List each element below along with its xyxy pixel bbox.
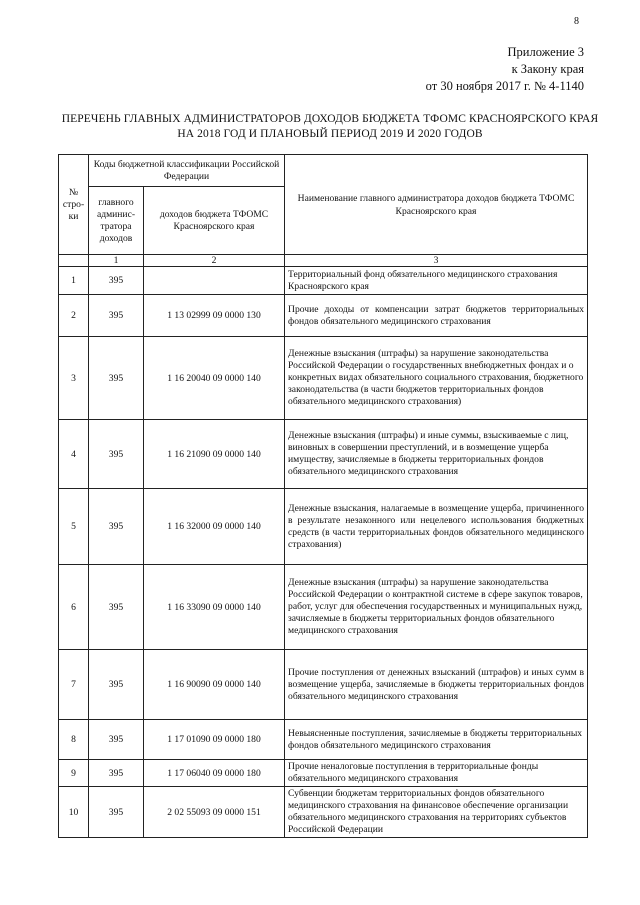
admin-code-cell: 395 [89,420,144,489]
table-row [59,337,588,420]
page-number: 8 [574,16,579,27]
name-cell: Денежные взыскания (штрафы) за нарушение законодательства Российской Федерации о контрактной системе в сфере закупок товаров, работ, услуг для обеспечения государственных и муниципальных нужд, зачисляемые в бюджеты территориальных фондов обязательного медицинского страхования [285,565,588,650]
name-cell: Прочие поступления от денежных взысканий (штрафов) и иных сумм в возмещение ущерба, зачисляемые в бюджеты территориальных фондов обязательного медицинского страхования [285,650,588,720]
admin-code-cell: 395 [89,787,144,838]
income-code-cell: 1 16 32000 09 0000 140 [144,489,285,565]
name-cell: Денежные взыскания, налагаемые в возмещение ущерба, причиненного в результате незаконного или нецелевого использования бюджетных средств (в части территориальных фондов обязательного медицинского страхования) [285,489,588,565]
income-code-cell [144,267,285,295]
table-row [59,267,588,295]
income-code-cell: 1 17 06040 09 0000 180 [144,760,285,787]
income-code-cell: 1 16 21090 09 0000 140 [144,420,285,489]
name-cell: Прочие доходы от компенсации затрат бюджетов территориальных фондов обязательного медицинского страхования [285,295,588,337]
header-codes-group: Коды бюджетной классификации Российской Федерации [89,155,285,187]
row-number-cell: 9 [59,760,89,787]
appendix-line-2: к Закону края [511,62,584,76]
title-line-1: ПЕРЕЧЕНЬ ГЛАВНЫХ АДМИНИСТРАТОРОВ ДОХОДОВ БЮДЖЕТА ТФОМС КРАСНОЯРСКОГО КРАЯ [61,113,599,125]
admin-code-cell: 395 [89,650,144,720]
table-row [59,650,588,720]
name-cell: Прочие неналоговые поступления в территориальные фонды обязательного медицинского страхования [285,760,588,787]
admin-code-cell: 395 [89,565,144,650]
table-row [59,787,588,838]
header-income-code: доходов бюджета ТФОМС Красноярского края [144,187,285,255]
name-cell: Субвенции бюджетам территориальных фондов обязательного медицинского страхования на финансовое обеспечение организации обязательного медицинского страхования на территориях субъектов Российской Федерации [285,787,588,838]
name-cell: Денежные взыскания (штрафы) и иные суммы, взыскиваемые с лиц, виновных в совершении преступлений, и в возмещение ущерба имуществу, зачисляемые в бюджеты территориальных фондов обязательного медицинского страхования [285,420,588,489]
row-number-cell: 7 [59,650,89,720]
table-row [59,720,588,760]
document-title [40,112,620,142]
row-number-cell: 2 [59,295,89,337]
row-number-cell: 3 [59,337,89,420]
row-number-cell: 5 [59,489,89,565]
income-code-cell: 1 16 33090 09 0000 140 [144,565,285,650]
table-row [59,420,588,489]
header-admin-code: главного админис-тратора доходов [89,187,144,255]
admin-code-cell: 395 [89,720,144,760]
column-number-2: 2 [144,255,285,267]
appendix-header [426,44,584,95]
header-row-number: № стро-ки [59,155,89,255]
row-number-cell: 10 [59,787,89,838]
table-row [59,565,588,650]
row-number-cell: 8 [59,720,89,760]
income-code-cell: 1 16 90090 09 0000 140 [144,650,285,720]
column-number-blank [59,255,89,267]
row-number-cell: 1 [59,267,89,295]
table-row [59,295,588,337]
name-cell: Невыясненные поступления, зачисляемые в бюджеты территориальных фондов обязательного медицинского страхования [285,720,588,760]
title-line-2: НА 2018 ГОД И ПЛАНОВЫЙ ПЕРИОД 2019 И 2020 ГОДОВ [177,128,483,140]
appendix-line-1: Приложение 3 [507,45,584,59]
admin-code-cell: 395 [89,337,144,420]
header-name: Наименование главного администратора доходов бюджета ТФОМС Красноярского края [285,155,588,255]
appendix-line-3: от 30 ноября 2017 г. № 4-1140 [425,79,584,93]
admin-code-cell: 395 [89,489,144,565]
name-cell: Денежные взыскания (штрафы) за нарушение законодательства Российской Федерации о государственных внебюджетных фондах и о конкретных видах обязательного социального страхования, бюджетного законодательства (в части бюджетов территориальных фондов обязательного медицинского страхования) [285,337,588,420]
column-number-1: 1 [89,255,144,267]
income-code-cell: 1 13 02999 09 0000 130 [144,295,285,337]
table-row [59,489,588,565]
administrators-table [58,154,588,838]
admin-code-cell: 395 [89,760,144,787]
admin-code-cell: 395 [89,267,144,295]
income-code-cell: 1 16 20040 09 0000 140 [144,337,285,420]
name-cell: Территориальный фонд обязательного медицинского страхования Красноярского края [285,267,588,295]
income-code-cell: 2 02 55093 09 0000 151 [144,787,285,838]
income-code-cell: 1 17 01090 09 0000 180 [144,720,285,760]
table-body [59,267,588,838]
row-number-cell: 4 [59,420,89,489]
admin-code-cell: 395 [89,295,144,337]
table-row [59,760,588,787]
column-number-3: 3 [285,255,588,267]
row-number-cell: 6 [59,565,89,650]
